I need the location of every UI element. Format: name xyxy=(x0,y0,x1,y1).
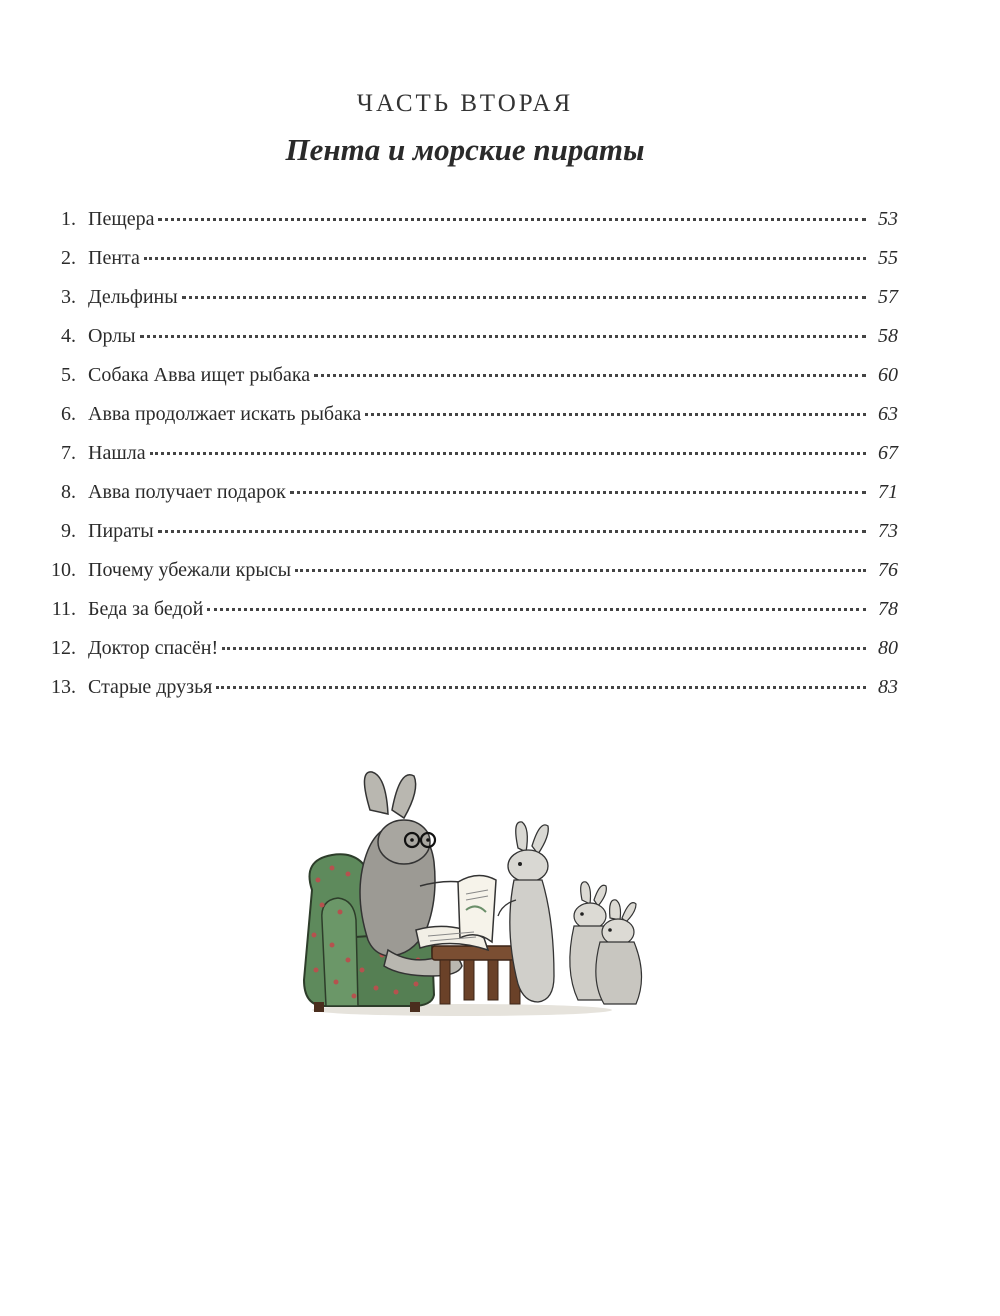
page-number: 67 xyxy=(878,442,898,464)
chapter-number: 12. xyxy=(51,637,76,659)
page-number: 76 xyxy=(878,559,898,581)
page-number: 57 xyxy=(878,286,898,308)
toc-entry[interactable] xyxy=(30,325,898,364)
page-number: 55 xyxy=(878,247,898,269)
chapter-title: Нашла xyxy=(88,442,146,464)
dot-leader xyxy=(158,529,866,533)
dot-leader xyxy=(216,685,866,689)
dot-leader xyxy=(295,568,866,572)
toc-entry[interactable] xyxy=(30,247,898,286)
toc-entry[interactable] xyxy=(30,286,898,325)
toc-entry[interactable] xyxy=(30,442,898,481)
page-number: 80 xyxy=(878,637,898,659)
dot-leader xyxy=(144,256,866,260)
toc-entry[interactable] xyxy=(30,637,898,676)
chapter-title: Беда за бедой xyxy=(88,598,204,620)
part-title: Пента и морские пираты xyxy=(285,132,645,167)
chapter-number: 8. xyxy=(61,481,76,503)
chapter-title: Доктор спасён! xyxy=(88,637,219,659)
chapter-number: 5. xyxy=(61,364,76,386)
chapter-number: 7. xyxy=(61,442,76,464)
rabbits-reading-illustration xyxy=(292,770,652,1022)
chapter-title: Собака Авва ищет рыбака xyxy=(88,364,311,386)
dot-leader xyxy=(158,217,866,221)
standing-rabbit xyxy=(498,822,554,1002)
chapter-title: Старые друзья xyxy=(88,676,213,698)
dot-leader xyxy=(182,295,866,299)
chapter-title: Авва продолжает искать рыбака xyxy=(88,403,362,425)
page-number: 58 xyxy=(878,325,898,347)
part-label: ЧАСТЬ ВТОРАЯ xyxy=(356,90,574,117)
chapter-title: Пираты xyxy=(88,520,154,542)
chapter-title: Пещера xyxy=(88,208,155,230)
dot-leader xyxy=(365,412,866,416)
chapter-title: Почему убежали крысы xyxy=(88,559,292,581)
dot-leader xyxy=(140,334,866,338)
chapter-number: 9. xyxy=(61,520,76,542)
toc-entry[interactable] xyxy=(30,520,898,559)
chapter-title: Орлы xyxy=(88,325,136,347)
page-number: 63 xyxy=(878,403,898,425)
chapter-number: 3. xyxy=(61,286,76,308)
chapter-number: 10. xyxy=(51,559,76,581)
toc-entry[interactable] xyxy=(30,364,898,403)
dot-leader xyxy=(222,646,866,650)
page-number: 53 xyxy=(878,208,898,230)
page-number: 83 xyxy=(878,676,898,698)
dot-leader xyxy=(207,607,866,611)
chapter-number: 2. xyxy=(61,247,76,269)
chapter-number: 11. xyxy=(51,598,76,620)
page-number: 60 xyxy=(878,364,898,386)
toc-entry[interactable] xyxy=(30,598,898,637)
chapter-number: 13. xyxy=(51,676,76,698)
dot-leader xyxy=(150,451,866,455)
page-number: 73 xyxy=(878,520,898,542)
dot-leader xyxy=(290,490,866,494)
page-number: 71 xyxy=(878,481,898,503)
toc-entry[interactable] xyxy=(30,403,898,442)
toc-entry[interactable] xyxy=(30,208,898,247)
chapter-number: 1. xyxy=(61,208,76,230)
chapter-title: Пента xyxy=(88,247,140,269)
dot-leader xyxy=(314,373,866,377)
table-of-contents xyxy=(30,208,898,715)
page-number: 78 xyxy=(878,598,898,620)
small-table xyxy=(432,946,524,1004)
chapter-title: Авва получает подарок xyxy=(88,481,286,503)
chapter-number: 4. xyxy=(61,325,76,347)
toc-entry[interactable] xyxy=(30,481,898,520)
toc-entry[interactable] xyxy=(30,676,898,715)
chapter-title: Дельфины xyxy=(88,286,178,308)
chapter-number: 6. xyxy=(61,403,76,425)
small-rabbits xyxy=(570,882,642,1004)
toc-entry[interactable] xyxy=(30,559,898,598)
